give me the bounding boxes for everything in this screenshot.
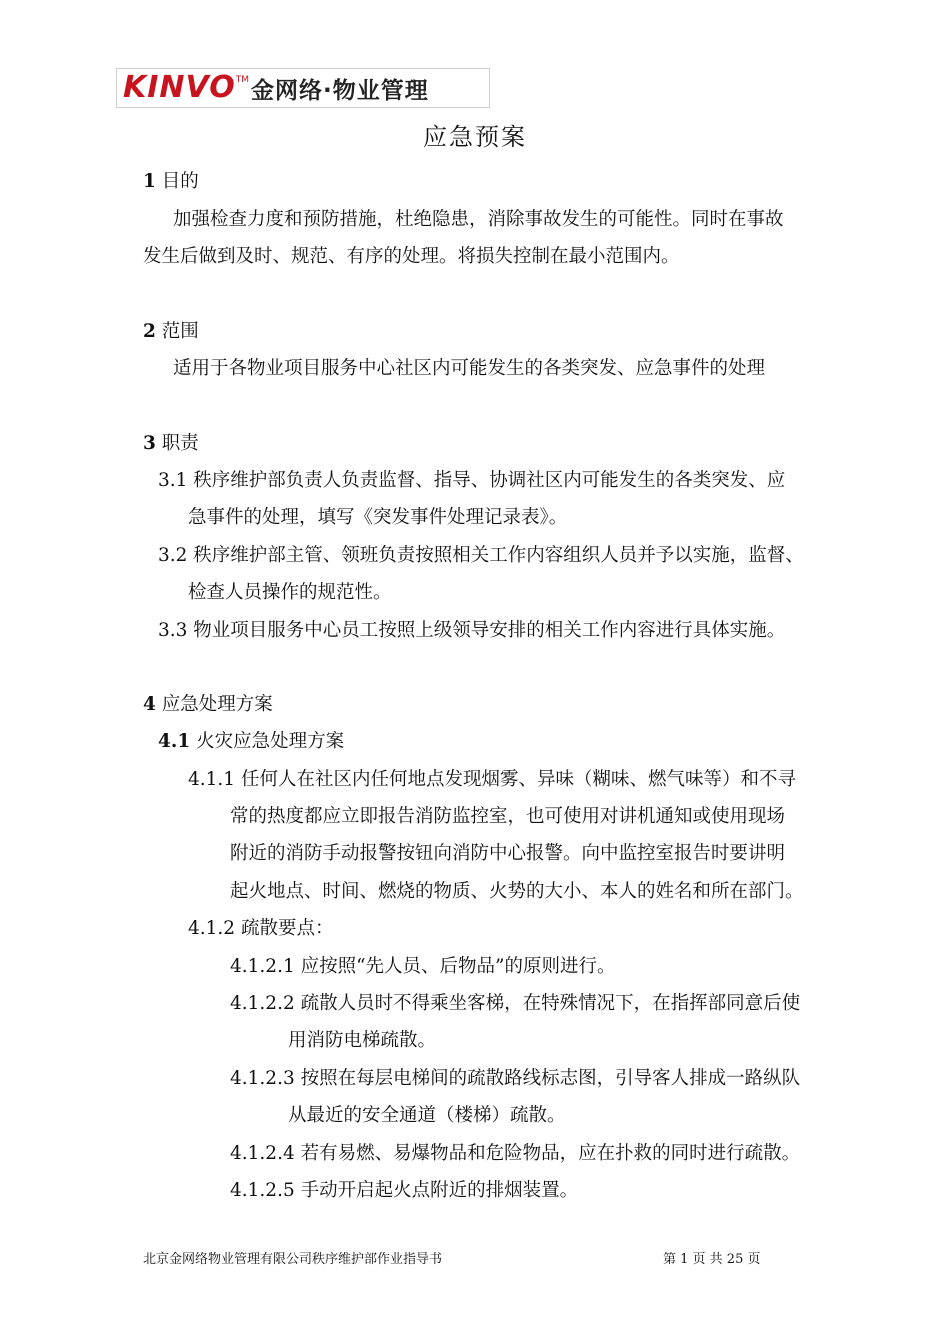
section-2-number: 2 xyxy=(143,321,156,342)
section-4-title: 应急处理方案 xyxy=(161,694,273,715)
item-3-2-line: 3.2 秩序维护部主管、领班负责按照相关工作内容组织人员并予以实施，监督、 xyxy=(158,545,804,566)
item-4-1-2-1-line: 4.1.2.1 应按照“先人员、后物品”的原则进行。 xyxy=(230,956,616,977)
section-2-heading xyxy=(143,319,199,345)
item-4-1-1-line: 起火地点、时间、燃烧的物质、火势的大小、本人的姓名和所在部门。 xyxy=(230,881,804,902)
footer-page-number: 第 1 页 共 25 页 xyxy=(663,1252,761,1267)
item-4-1-2-4-line: 4.1.2.4 若有易燃、易爆物品和危险物品，应在扑救的同时进行疏散。 xyxy=(230,1143,801,1164)
item-4-1-2-line: 4.1.2 疏散要点： xyxy=(188,918,334,939)
subsection-4-1-number: 4.1 xyxy=(158,731,191,752)
logo-trademark: TM xyxy=(235,75,249,85)
item-4-1-1-line: 4.1.1 任何人在社区内任何地点发现烟雾、异味（糊味、燃气味等）和不寻 xyxy=(188,769,796,790)
subsection-4-1-heading xyxy=(158,729,344,755)
section-1-para-line: 加强检查力度和预防措施，杜绝隐患，消除事故发生的可能性。同时在事故 xyxy=(173,209,784,230)
item-4-1-2-3-line: 4.1.2.3 按照在每层电梯间的疏散路线标志图，引导客人排成一路纵队 xyxy=(230,1068,801,1089)
item-3-1-line: 3.1 秩序维护部负责人负责监督、指导、协调社区内可能发生的各类突发、应 xyxy=(158,470,786,491)
section-3-number: 3 xyxy=(143,433,156,454)
section-4-heading xyxy=(143,692,273,718)
item-4-1-2-5-line: 4.1.2.5 手动开启起火点附近的排烟装置。 xyxy=(230,1180,579,1201)
section-2-para-line: 适用于各物业项目服务中心社区内可能发生的各类突发、应急事件的处理 xyxy=(173,358,766,379)
section-1-heading xyxy=(143,169,199,195)
subsection-4-1-title: 火灾应急处理方案 xyxy=(196,731,345,752)
item-4-1-2-2-line: 用消防电梯疏散。 xyxy=(288,1030,437,1051)
section-3-heading xyxy=(143,431,199,457)
section-1-title: 目的 xyxy=(161,171,199,192)
section-2-title: 范围 xyxy=(161,321,199,342)
item-4-1-1-line: 附近的消防手动报警按钮向消防中心报警。向中监控室报告时要讲明 xyxy=(230,843,786,864)
logo-brand: KINVO xyxy=(123,70,236,105)
company-logo xyxy=(116,68,490,108)
document-title: 应急预案 xyxy=(423,123,527,151)
item-3-3-line: 3.3 物业项目服务中心员工按照上级领导安排的相关工作内容进行具体实施。 xyxy=(158,620,786,641)
logo-text: 金网络·物业管理 xyxy=(250,77,429,104)
item-3-1-line: 急事件的处理，填写《突发事件处理记录表》。 xyxy=(188,507,568,528)
section-3-title: 职责 xyxy=(161,433,199,454)
section-4-number: 4 xyxy=(143,694,156,715)
section-1-number: 1 xyxy=(143,171,156,192)
item-4-1-1-line: 常的热度都应立即报告消防监控室，也可使用对讲机通知或使用现场 xyxy=(230,806,786,827)
footer-company: 北京金网络物业管理有限公司秩序维护部作业指导书 xyxy=(143,1252,443,1267)
item-4-1-2-2-line: 4.1.2.2 疏散人员时不得乘坐客梯，在特殊情况下，在指挥部同意后使 xyxy=(230,993,801,1014)
item-4-1-2-3-line: 从最近的安全通道（楼梯）疏散。 xyxy=(288,1105,566,1126)
section-1-para-line: 发生后做到及时、规范、有序的处理。将损失控制在最小范围内。 xyxy=(143,246,680,267)
item-3-2-line: 检查人员操作的规范性。 xyxy=(188,582,392,603)
